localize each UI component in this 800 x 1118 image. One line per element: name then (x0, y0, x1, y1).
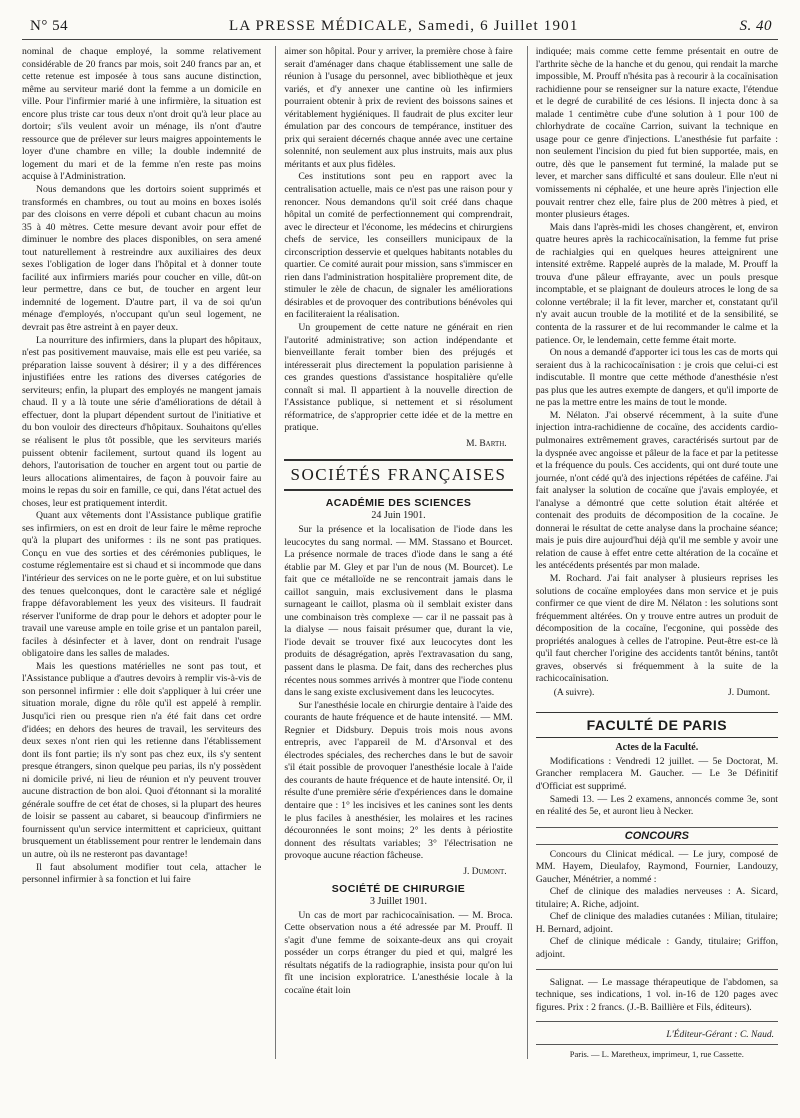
issue-number: N° 54 (30, 18, 69, 34)
paragraph: Un groupement de cette nature ne générait en rien l'autorité administrative; son action indépendante et bienveillante ferait tomber bien des préjugés et intéresserait plus directement la population parisienne à ces grandes questions d'assistance hospitalière qu'elle connaît si mal. Il appartient à la nouvelle direction de l'Assistance publique, si nettement et si résolument réformatrice, de s'approprier cette idée et de la mettre en pratique. (284, 322, 513, 434)
paragraph: Il faut absolument modifier tout cela, attacher le personnel infirmier à sa fonction et lui faire (22, 861, 262, 886)
paragraph: La nourriture des infirmiers, dans la plupart des hôpitaux, n'est pas positivement mauvaise, mais elle est peu variée, sa préparation laisse souvent à désirer; il y a des différences injustifiées entre les rations des diverses catégories de serviteurs; enfin, la plupart des employés ne mangent jamais chaud. Il y a là toute une série d'améliorations de détail à effectuer, dont la plupart dépendent surtout de l'initiative et du bon vouloir des directeurs d'hôpitaux. Souhaitons qu'elles se réalisent le plus tôt possible, que les serviteurs mariés puissent obtenir facilement, surtout quand ils logent au dehors, l'autorisation de toucher en argent tout ou partie de leurs allocations alimentaires, de façon à pouvoir faire au moins le repas du soir en famille, ce qui, dans l'état actuel des choses, leur est pratiquement interdit. (22, 334, 262, 509)
paragraph: Mais les questions matérielles ne sont pas tout, et l'Assistance publique a d'autres devoirs à remplir vis-à-vis de son personnel infirmier : elle doit s'appliquer à lui créer une situation morale, digne du rôle qu'il est appelé à remplir. Jusqu'ici rien ou presque rien n'a été fait dans cet ordre d'idées; en dehors des heures de travail, les serviteurs des deux sexes n'ont rien qui les retienne dans l'établissement dont ils font partie; ils n'y sont pas chez eux, ils s'y sentent presque étrangers, sinon quelque peu parias, ils n'y possèdent ni domicile privé, ni lieu de réunion et n'y peuvent trouver aucune distraction de bon aloi. Quoi d'étonnant si la moralité générale souffre de cet état de choses, si la plupart des heures de loisir se passent au cabaret, si beaucoup d'infirmiers ne fournissent qu'un service intermittent et capricieux, quittant brusquement un établissement pour rentrer le lendemain dans un autre, où ils ne resteront pas davantage! (22, 660, 262, 860)
paragraph: nominal de chaque employé, la somme relativement considérable de 20 francs par mois, soit 240 francs par an, et cette retenue est imposée à tous sans aucune distinction, même au serviteur marié dont la femme a un domicile en ville. Pour l'infirmier marié à une infirmière, la situation est encore plus triste car tous deux n'ont droit qu'à leur place au dortoir; s'ils veulent avoir un ménage, ils n'ont d'autre ressource que de prélever sur leurs maigres appointements le loyer d'une chambre en ville; la double indemnité de logement du mari et de la femme n'en reste pas moins acquise à l'Administration. (22, 46, 262, 183)
paragraph: Chef de clinique des maladies cutanées : Milian, titulaire; H. Bernard, adjoint. (535, 911, 778, 935)
section-heading-academie: ACADÉMIE DES SCIENCES (325, 496, 472, 509)
paragraph: Modifications : Vendredi 12 juillet. — 5e Doctorat, M. Grancher remplacera M. Gaucher. — Le 3e Définitif d'Officiat est supprimé. (535, 755, 778, 792)
section-banner-faculte: FACULTÉ DE PARIS (536, 712, 778, 738)
column-right (527, 46, 778, 1059)
paragraph: Nous demandons que les dortoirs soient supprimés et transformés en chambres, ou tout au moins en boxes isolés par des cloisons en verre dépoli et cubant chacun au moins 35 à 40 mètres. Cette mesure devant avoir pour effet de diminuer le nombre des places disponibles, on sera amené tout naturellement à restreindre aux auxiliaires des deux sexes l'obligation de loger dans l'hôpital et à donner toute facilité aux infirmiers mariés pour coucher en ville, dût-on leur permettre, dans ce but, de toucher en argent leur indemnité de logement. D'autre part, il va de soi qu'un ménage d'employés, n'occupant qu'un seul logement, ne devrait pas être astreint à en payer deux. (22, 184, 262, 334)
paragraph: Chef de clinique médicale : Gandy, titulaire; Griffon, adjoint. (535, 936, 778, 960)
paragraph: Concours du Clinicat médical. — Le jury, composé de MM. Hayem, Dieulafoy, Raymond, Fournier, Landouzy, Gaucher, Ménétrier, a nommé : (535, 848, 778, 885)
paragraph: Sur la présence et la localisation de l'iode dans les leucocytes du sang normal. — MM. Stassano et Bourcet. La présence normale de traces d'iode dans le sang a été établie par M. Gley et par l'un de nous (M. Bourcet). Le fait que ce métalloïde ne se rencontrait jamais dans le caillot sanguin, mais exclusivement dans le plasma surnageant le caillot, plasma où il semblait exister dans une combinaison très complexe — car il ne passait pas à la dialyse — nous faisait présumer que, durant la vie, l'iode devait se trouver fixé aux leucocytes dont les produits de désagrégation, après l'extravasation du sang, passent dans le plasma. De fait, dans des recherches plus récentes nous sommes arrivés à montrer que l'iode contenu dans le sang existe exclusivement dans les leucocytes. (284, 523, 513, 699)
section-heading-chirurgie: SOCIÉTÉ DE CHIRURGIE (331, 882, 466, 895)
divider (536, 1021, 778, 1022)
a-suivre-note: (A suivre). (553, 687, 595, 698)
printer-imprint: Paris. — L. Maretheux, imprimeur, 1, rue Cassette. (536, 1044, 778, 1059)
continued-signature (554, 688, 770, 698)
column-middle (275, 46, 512, 1059)
paragraph: Quant aux vêtements dont l'Assistance publique gratifie ses infirmiers, on est en droit de leur faire le même reproche qu'à la plupart des uniformes : ils ne sont pas pratiques. Conçu en vue des sorties et des cérémonies publiques, le costume réglementaire est si chaud et si incommode que dans l'intérieur des services on ne le porte guère, et on lui substitue des tenues quelconques, dont le caractère sale et négligé frappe défavorablement les yeux des visiteurs. Il faudrait réserver l'uniforme de drap pour le dehors et adopter pour le travail une vareuse ample en toile grise et un pantalon pareil, faciles à désinfecter et à laver, dont on rendrait l'usage obligatoire dans les salles de malades. (22, 510, 262, 660)
paragraph: indiquée; mais comme cette femme présentait en outre de l'arthrite sèche de la hanche et du genou, qui rendait la marche impossible, M. Prouff n'hésita pas à recourir à la cocaïnisation rachidienne pour se renseigner sur la nature exacte, l'étendue et le degré de curabilité de ces lésions. Il injecta donc à sa malade 1 centimètre cube d'une solution à 1 pour 100 de chlorhydrate de cocaïne Carrion, suivant la technique en usage pour ce genre d'injections. L'anesthésie fut parfaite : non seulement l'incision du pied fut bien supportée, mais, en outre, dès que le pansement fut terminé, la malade put se lever, et marcher sans difficulté et sans douleur. Elle n'eut ni vomissements ni céphalée, et une heure après l'injection elle pouvait rentrer chez elle, faire plus de 200 mètres à pied, et monter plusieurs étages. (535, 46, 778, 221)
report-signature: J. Dumont. (463, 866, 507, 877)
paragraph: M. Nélaton. J'ai observé récemment, à la suite d'une injection intra-rachidienne de cocaïne, des accidents cardio-pulmonaires extrêmement graves, caractérisés surtout par de la dyspnée avec angoisse et pâleur de la face et par la petitesse et la fréquence du pouls. Ces accidents, qui ont duré toute une journée, n'ont cédé qu'à des injections répétées de caféine. J'ai fait analyser la solution de cocaïne que j'avais employée, et l'analyse a démontré que cette solution était altérée et contenait des produits de décomposition de la cocaïne. Je donnerai le résultat de cette analyse dans la prochaine séance; mais je puis dire aujourd'hui déjà qu'il me semble y avoir une relation de cause à effet entre cette altération de la cocaïne et les antécédents présentés par mon malade. (535, 409, 778, 572)
paragraph: M. Rochard. J'ai fait analyser à plusieurs reprises les solutions de cocaïne employées dans mon service et je puis confirmer ce que vient de dire M. Nélaton : les solutions sont fréquemment altérées. On y trouve entre autres un produit de décomposition de la cocaïne, l'ecgonine, qui possède des propriétés analogues à celles de l'atropine. Peut-être est-ce là qu'il faut chercher l'origine des accidents tantôt bénins, tantôt graves, observés si fréquemment à la suite de la rachicocaïnisation. (535, 572, 778, 685)
column-left (22, 46, 261, 1059)
page-folio: S. 40 (739, 18, 772, 34)
session-date: 3 Juillet 1901. (370, 895, 427, 907)
paragraph: Un cas de mort par rachicocaïnisation. — M. Broca. Cette observation nous a été adressée par M. Prouff. Il s'agit d'une femme de soixante-deux ans qui croyait posséder un corps étranger du pied et qui, malgré les résultats négatifs de la radiographie, insista pour qu'on lui fît une incision exploratrice. L'anesthésie locale à la cocaïne était loin (284, 909, 513, 996)
paragraph: On nous a demandé d'apporter ici tous les cas de morts qui seraient dus à la rachicocaïnisation : je crois que celui-ci est indiscutable. Il montre que cette méthode d'anesthésie n'est pas plus que les autres exempte de dangers, et qu'il importe de ne pas la mettre entre les mains de tout le monde. (535, 347, 778, 409)
subsection-heading-actes: Actes de la Faculté. (615, 741, 699, 753)
paragraph: Ces institutions sont peu en rapport avec la centralisation actuelle, mais ce n'est pas une raison pour y renoncer. Nous demandons qu'il soit créé dans chaque hôpital un comité de perfectionnement qui comprendrait, avec le directeur et l'économe, les médecins et chirurgiens chefs de service, les conseillers municipaux de la circonscription desservie et quelques habitants notables du quartier. Ce comité aurait pour mission, sans s'immiscer en rien dans l'administration hospitalière proprement dite, de stimuler le zèle de chacun, de signaler les améliorations désirables et de provoquer des contributions bénévoles qui en faciliteraient la réalisation. (284, 171, 513, 321)
divider (536, 969, 778, 970)
page-header (22, 18, 778, 40)
paragraph: Chef de clinique des maladies nerveuses : A. Sicard, titulaire; A. Riche, adjoint. (535, 886, 778, 910)
report-signature: J. Dumont. (728, 687, 770, 698)
section-banner-societes: SOCIÉTÉS FRANÇAISES (284, 459, 512, 491)
paragraph: aimer son hôpital. Pour y arriver, la première chose à faire serait d'aménager dans chaque établissement une salle de réunion à l'usage du personnel, avec bibliothèque et jeux variés, et d'y annexer une cantine où les infirmiers pourraient obtenir à prix de revient des boissons saines et véritablement hygiéniques. Il faudrait de plus exciter leur émulation par des concours de tempérance, instituer des prix qui seraient décernés chaque année avec une certaine solennité, non seulement aux plus instruits, mais aux plus méritants et aux plus fidèles. (284, 46, 513, 170)
paragraph: Mais dans l'après-midi les choses changèrent, et, environ quatre heures après la rachicocaïnisation, la femme fut prise de rachialgies qui en quelques heures atteignirent une intensité extrême. Rappelé auprès de la malade, M. Prouff la trouva d'une pâleur effrayante, avec un pouls presque incomptable, et se plaignant de douleurs atroces le long de sa colonne vertébrale; il la fit lever, marcher et, constatant qu'il n'y avait aucun trouble de la motilité et de la sensibilité, se contenta de la rassurer et de lui recommander le calme et la patience. Or, le lendemain, cette femme était morte. (535, 221, 778, 346)
paragraph: Samedi 13. — Les 2 examens, annoncés comme 3e, sont en réalité des 5e, et auront lieu à Necker. (535, 793, 778, 818)
book-notice: Salignat. — Le massage thérapeutique de l'abdomen, sa technique, ses indications, 1 vol. in-16 de 120 pages avec figures. Prix : 2 francs. (J.-B. Baillière et Fils, éditeurs). (535, 976, 778, 1013)
masthead-title: LA PRESSE MÉDICALE, Samedi, 6 Juillet 1901 (229, 18, 579, 34)
section-heading-concours: CONCOURS (536, 827, 778, 845)
article-signature: M. Barth. (466, 438, 507, 449)
paragraph: Sur l'anesthésie locale en chirurgie dentaire à l'aide des courants de haute fréquence et de haute intensité. — MM. Regnier et Didsbury. Depuis trois mois nous avons entrepris, avec l'appareil de M. d'Arsonval et des électrodes spéciales, des recherches dans le but de savoir s'il était possible de provoquer l'anesthésie locale à l'aide des courants de haute fréquence et de haute intensité. Or, il résulte d'une première série d'expériences dans le domaine dentaire que : 1° les incisives et les canines sont les dents le plus faciles à anesthésier, les molaires et les racines découronnées le sont moins; 2° les dents à périostite donnent des résultats variables; 3° l'électrisation ne provoque aucune réaction fâcheuse. (284, 699, 513, 862)
session-date: 24 Juin 1901. (371, 509, 426, 521)
editor-credit: L'Éditeur-Gérant : C. Naud. (666, 1030, 774, 1041)
